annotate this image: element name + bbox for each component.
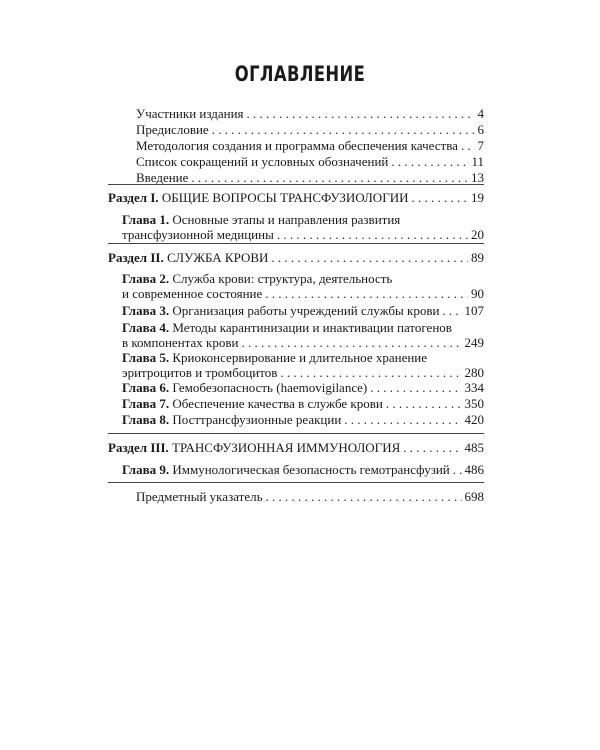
section-label: Раздел III. [108, 440, 169, 455]
chapter-title-line1: Обеспечение качества в службе крови [172, 396, 383, 411]
chapter-title-line2: и современное состояние [122, 286, 263, 302]
chapter-label: Глава 4. [122, 320, 170, 335]
chapter-title-line1: Организация работы учреждений службы крови [172, 303, 440, 318]
chapter-label: Глава 3. [122, 303, 170, 318]
toc-section-2[interactable] [108, 250, 484, 265]
toc-chapter-8[interactable] [122, 412, 484, 427]
chapter-label: Глава 6. [122, 380, 170, 395]
toc-chapter-5[interactable] [122, 350, 484, 380]
toc-chapter-2[interactable] [122, 271, 484, 301]
toc-section-1[interactable] [108, 190, 484, 205]
chapter-page: 280 [464, 365, 484, 381]
section-title: СЛУЖБА КРОВИ [166, 250, 269, 265]
section-divider [108, 243, 484, 244]
chapter-label: Глава 5. [122, 350, 170, 365]
section-page: 89 [471, 250, 484, 265]
entry-title: Предметный указатель [136, 489, 263, 504]
chapter-page: 90 [471, 286, 484, 302]
chapter-title-line2: в компонентах крови [122, 335, 239, 351]
entry-page: 7 [477, 138, 484, 153]
toc-entry-methodology[interactable] [136, 138, 484, 153]
entry-title: Предисловие [136, 122, 209, 137]
toc-entry-abbreviations[interactable] [136, 154, 484, 169]
section-page: 485 [464, 440, 484, 455]
chapter-page: 249 [464, 335, 484, 351]
entry-page: 11 [471, 154, 484, 169]
entry-title: Методология создания и программа обеспечения качества [136, 138, 458, 153]
entry-title: Участники издания [136, 106, 244, 121]
chapter-page: 107 [464, 303, 484, 318]
section-divider [108, 433, 484, 434]
chapter-title-line1: Иммунологическая безопасность гемотрансфузий [172, 462, 450, 477]
section-page: 19 [471, 190, 484, 205]
toc-entry-preface[interactable] [136, 122, 484, 137]
section-title: ОБЩИЕ ВОПРОСЫ ТРАНСФУЗИОЛОГИИ [161, 190, 409, 205]
chapter-page: 20 [471, 227, 484, 243]
chapter-title-line2: эритроцитов и тромбоцитов [122, 365, 278, 381]
chapter-page: 350 [464, 396, 484, 411]
toc-chapter-6[interactable] [122, 380, 484, 395]
toc-chapter-3[interactable] [122, 303, 484, 318]
section-label: Раздел II. [108, 250, 164, 265]
chapter-label: Глава 9. [122, 462, 170, 477]
chapter-label: Глава 1. [122, 212, 170, 227]
toc-chapter-4[interactable] [122, 320, 484, 350]
chapter-label: Глава 8. [122, 412, 170, 427]
toc-chapter-9[interactable] [122, 462, 484, 477]
chapter-page: 486 [464, 462, 484, 477]
entry-title: Список сокращений и условных обозначений [136, 154, 389, 169]
entry-page: 4 [477, 106, 484, 121]
chapter-page: 334 [464, 380, 484, 395]
chapter-title-line1: Методы карантинизации и инактивации патогенов [172, 320, 452, 335]
toc-entry-introduction[interactable] [136, 170, 484, 185]
toc-entry-index[interactable] [136, 489, 484, 504]
toc-entry-contributors[interactable] [136, 106, 484, 121]
chapter-label: Глава 2. [122, 271, 170, 286]
toc-chapter-7[interactable] [122, 396, 484, 411]
entry-page: 6 [477, 122, 484, 137]
chapter-title-line1: Основные этапы и направления развития [172, 212, 401, 227]
section-title: ТРАНСФУЗИОННАЯ ИММУНОЛОГИЯ [172, 440, 401, 455]
page-title: ОГЛАВЛЕНИЕ [234, 62, 366, 86]
chapter-title-line2: трансфузионной медицины [122, 227, 274, 243]
section-divider [108, 184, 484, 185]
section-divider [108, 482, 484, 483]
chapter-title-line1: Криоконсервирование и длительное хранение [172, 350, 428, 365]
chapter-title-line1: Гемобезопасность (haemovigilance) [172, 380, 368, 395]
chapter-title-line1: Посттрансфузионные реакции [172, 412, 342, 427]
entry-title: Введение [136, 170, 189, 185]
toc-chapter-1[interactable] [122, 212, 484, 242]
entry-page: 13 [471, 170, 484, 185]
section-label: Раздел I. [108, 190, 159, 205]
chapter-label: Глава 7. [122, 396, 170, 411]
chapter-title-line1: Служба крови: структура, деятельность [172, 271, 393, 286]
entry-page: 698 [464, 489, 484, 504]
chapter-page: 420 [464, 412, 484, 427]
toc-section-3[interactable] [108, 440, 484, 455]
